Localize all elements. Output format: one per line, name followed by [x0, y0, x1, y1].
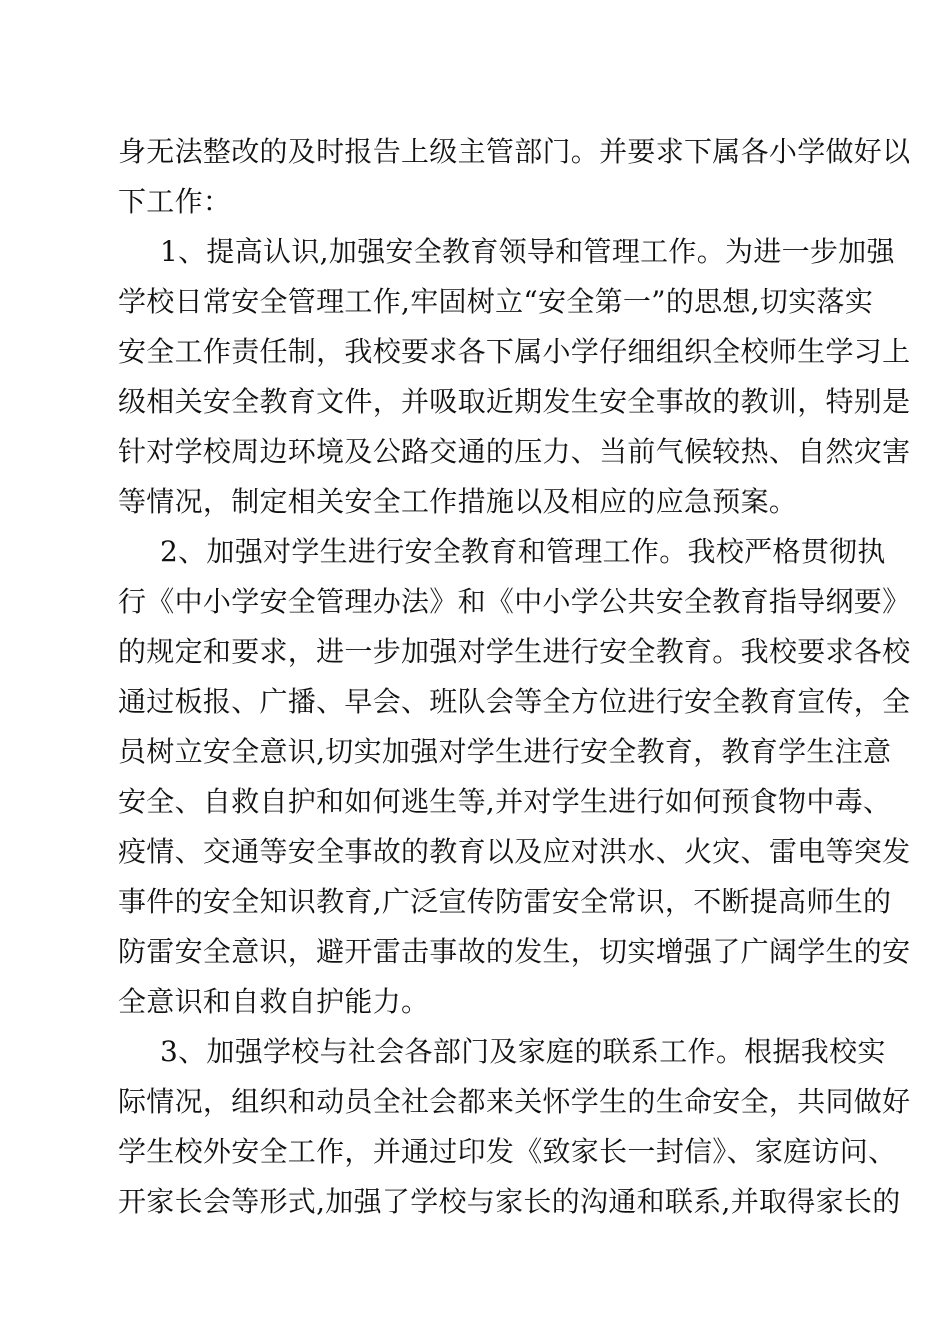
text-line: 全意识和自救自护能力。	[118, 985, 430, 1018]
text-line: 员树立安全意识,切实加强对学生进行安全教育，教育学生注意	[118, 735, 892, 768]
text-line: 开家长会等形式,加强了学校与家长的沟通和联系,并取得家长的	[118, 1185, 901, 1218]
text-line: 学校日常安全管理工作,牢固树立“安全第一”的思想,切实落实	[118, 285, 874, 318]
text-line: 安全工作责任制，我校要求各下属小学仔细组织全校师生学习上	[118, 335, 911, 368]
text-line: 安全、自救自护和如何逃生等,并对学生进行如何预食物中毒、	[118, 785, 892, 818]
text-line: 级相关安全教育文件，并吸取近期发生安全事故的教训，特别是	[118, 385, 911, 418]
text-line: 疫情、交通等安全事故的教育以及应对洪水、火灾、雷电等突发	[118, 835, 911, 868]
text-line: 下工作：	[118, 185, 232, 218]
text-line: 事件的安全知识教育,广泛宣传防雷安全常识，不断提高师生的	[118, 885, 892, 918]
text-line: 的规定和要求，进一步加强对学生进行安全教育。我校要求各校	[118, 635, 911, 668]
text-line: 防雷安全意识，避开雷击事故的发生，切实增强了广阔学生的安	[118, 935, 911, 968]
text-line: 行《中小学安全管理办法》和《中小学公共安全教育指导纲要》	[118, 585, 911, 618]
text-line: 学生校外安全工作，并通过印发《致家长一封信》、家庭访问、	[118, 1135, 897, 1168]
text-line: 身无法整改的及时报告上级主管部门。并要求下属各小学做好以	[118, 135, 911, 168]
text-line: 际情况，组织和动员全社会都来关怀学生的生命安全，共同做好	[118, 1085, 911, 1118]
text-line: 等情况，制定相关安全工作措施以及相应的应急预案。	[118, 485, 798, 518]
paragraph-2-start: 2、加强对学生进行安全教育和管理工作。我校严格贯彻执	[160, 535, 886, 568]
text-line: 针对学校周边环境及公路交通的压力、当前气候较热、自然灾害	[118, 435, 911, 468]
text-line: 通过板报、广播、早会、班队会等全方位进行安全教育宣传，全	[118, 685, 911, 718]
paragraph-3-start: 3、加强学校与社会各部门及家庭的联系工作。根据我校实	[160, 1035, 886, 1068]
paragraph-1-start: 1、提高认识,加强安全教育领导和管理工作。为进一步加强	[160, 235, 895, 268]
